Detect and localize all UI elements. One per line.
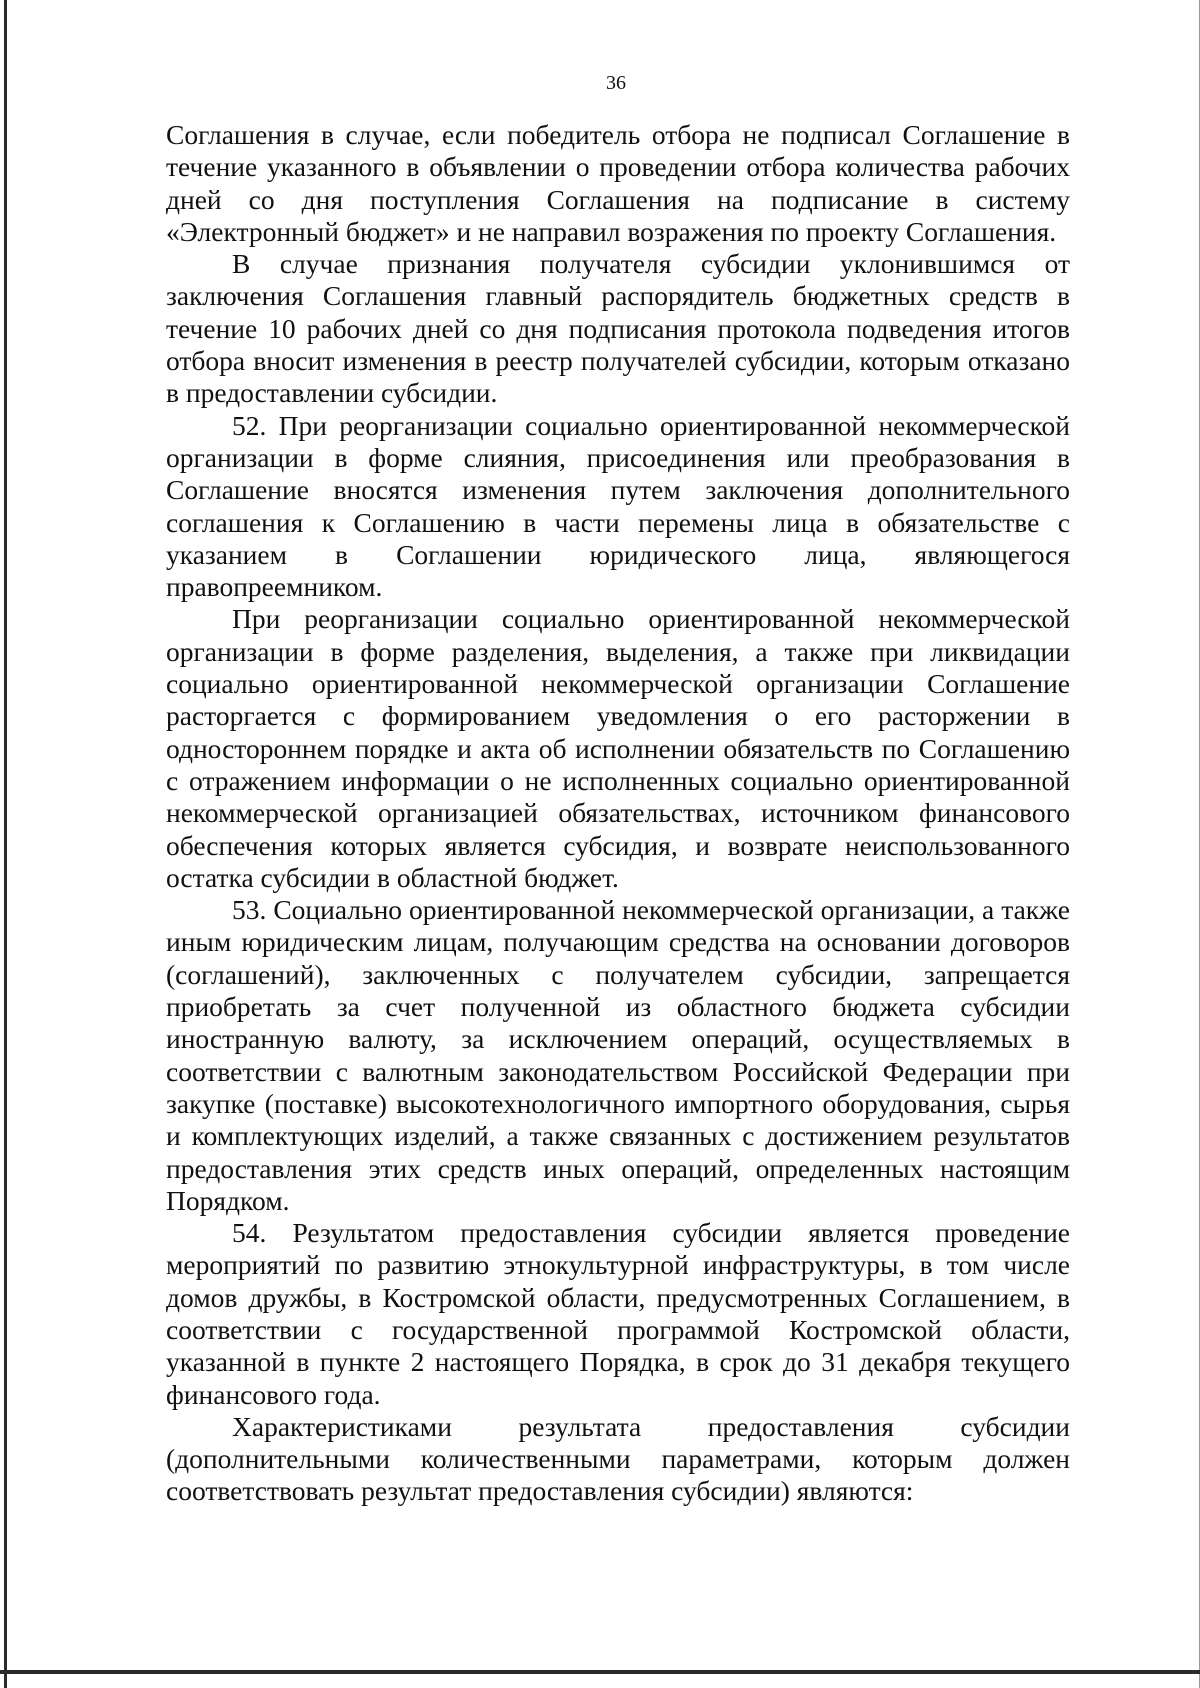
page-number: 36 (606, 72, 626, 94)
paragraph-continuation: Соглашения в случае, если победитель отбора не подписал Соглашение в течение указанного в объявлении о проведении отбора количества рабочих дней со дня поступления Соглашения на подписание в систему «Электронный бюджет» и не направил возражения по проекту Соглашения. (166, 119, 1070, 247)
paragraph-result-characteristics: Характеристиками результата предоставления субсидии (дополнительными количественными параметрами, которым должен соответствовать результат предоставления субсидии) являются: (166, 1410, 1070, 1507)
scan-edge-bottom (0, 1670, 1200, 1674)
scan-edge-left (4, 0, 7, 1688)
paragraph-item-54: 54. Результатом предоставления субсидии является проведение мероприятий по развитию этнокультурной инфраструктуры, в том числе домов дружбы, в Костромской области, предусмотренных Соглашением, в соответствии с государственной программой Костромской области, указанной в пункте 2 настоящего Порядка, в срок до 31 декабря текущего финансового года. (166, 1217, 1070, 1410)
document-body (166, 119, 1070, 1508)
paragraph-evasion-clause: В случае признания получателя субсидии уклонившимся от заключения Соглашения главный распорядитель бюджетных средств в течение 10 рабочих дней со дня подписания протокола подведения итогов отбора вносит изменения в реестр получателей субсидии, которым отказано в предоставлении субсидии. (166, 248, 1070, 409)
paragraph-item-52-liquidation: При реорганизации социально ориентированной некоммерческой организации в форме разделения, выделения, а также при ликвидации социально ориентированной некоммерческой организации Соглашение расторгается с формированием уведомления о его расторжении в одностороннем порядке и акта об исполнении обязательств по Соглашению с отражением информации о не исполненных социально ориентированной некоммерческой организацией обязательствах, источником финансового обеспечения которых является субсидия, и возврате неиспользованного остатка субсидии в областной бюджет. (166, 603, 1070, 893)
paragraph-item-53: 53. Социально ориентированной некоммерческой организации, а также иным юридическим лицам, получающим средства на основании договоров (соглашений), заключенных с получателем субсидии, запрещается приобретать за счет полученной из областного бюджета субсидии иностранную валюту, за исключением операций, осуществляемых в соответствии с валютным законодательством Российской Федерации при закупке (поставке) высокотехнологичного импортного оборудования, сырья и комплектующих изделий, а также связанных с достижением результатов предоставления этих средств иных операций, определенных настоящим Порядком. (166, 894, 1070, 1216)
paragraph-item-52: 52. При реорганизации социально ориентированной некоммерческой организации в форме слияния, присоединения или преобразования в Соглашение вносятся изменения путем заключения дополнительного соглашения к Соглашению в части перемены лица в обязательстве с указанием в Соглашении юридического лица, являющегося правопреемником. (166, 409, 1070, 603)
